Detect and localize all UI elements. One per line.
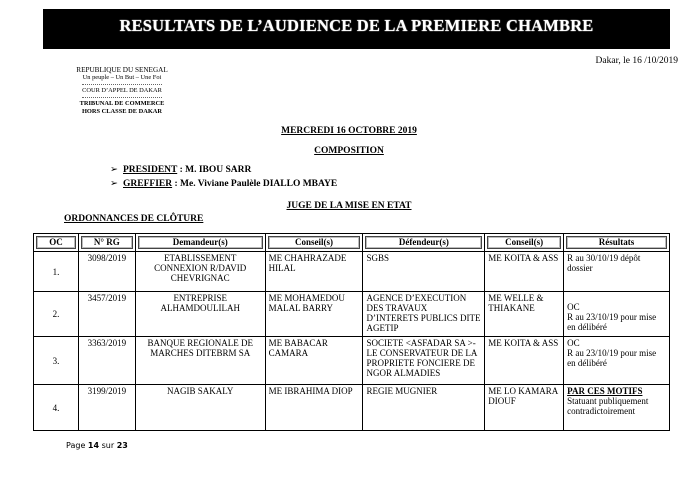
demandeur-cell: ETABLISSEMENT CONNEXION R/DAVID CHEVRIGNAC: [135, 252, 265, 292]
conseil-demandeur-cell: ME CHAHRAZADE HILAL: [265, 252, 363, 292]
demandeur-cell: BANQUE REGIONALE DE MARCHES DITEBRM SA: [135, 337, 265, 385]
table-row: [34, 252, 670, 292]
resultat-line: Statuant publiquement contradictoirement: [567, 396, 649, 416]
conseil-defendeur-cell: ME LO KAMARA DIOUF: [485, 385, 564, 431]
results-table: [33, 233, 670, 431]
conseil-demandeur-cell: ME IBRAHIMA DIOP: [265, 385, 363, 431]
subsection-title: ORDONNANCES DE CLÔTURE: [64, 214, 204, 224]
conseil-demandeur-cell: ME BABACAR CAMARA: [265, 337, 363, 385]
president-value: : M. IBOU SARR: [177, 165, 252, 175]
demandeur-cell: ENTREPRISE ALHAMDOULILAH: [135, 292, 265, 337]
issuing-organization: [62, 66, 182, 116]
column-header: Défendeur(s): [363, 234, 485, 252]
conseil-demandeur-cell: ME MOHAMEDOU MALAL BARRY: [265, 292, 363, 337]
resultat-heading: PAR CES MOTIFS: [567, 386, 643, 396]
oc-cell: 3.: [34, 337, 79, 385]
tribunal-name-line1: TRIBUNAL DE COMMERCE: [79, 100, 165, 107]
table-row: [34, 337, 670, 385]
arrow-bullet-icon: ➢: [110, 165, 118, 175]
page-banner: RESULTATS DE L’AUDIENCE DE LA PREMIERE CHAMBRE: [43, 9, 670, 49]
document-date: Dakar, le 16 /10/2019: [595, 56, 678, 66]
president-label: PRESIDENT: [123, 165, 178, 175]
conseil-defendeur-cell: ME KOITA & ASS: [485, 337, 564, 385]
column-header: Conseil(s): [265, 234, 363, 252]
resultat-line: R au 23/10/19 pour mise en délibéré: [567, 312, 657, 332]
page-label: Page: [66, 441, 88, 450]
page-footer: [66, 441, 128, 450]
hearing-date: MERCREDI 16 OCTOBRE 2019: [281, 126, 417, 136]
resultat-status: OC: [567, 302, 580, 312]
national-motto: Un peuple – Un But – Une Foi: [82, 74, 162, 81]
defendeur-cell: REGIE MUGNIER: [363, 385, 485, 431]
table-header-row: [34, 234, 670, 252]
page-number: 14: [87, 441, 100, 450]
table-row: [34, 385, 670, 431]
president-line: [110, 164, 251, 175]
composition-title: COMPOSITION: [314, 146, 384, 156]
rg-cell: 3098/2019: [78, 252, 135, 292]
column-header: N° RG: [78, 234, 135, 252]
column-header: Résultats: [564, 234, 670, 252]
resultat-cell: [564, 252, 670, 292]
oc-cell: 1.: [34, 252, 79, 292]
resultat-line: R au 23/10/19 pour mise en délibéré: [567, 348, 657, 368]
column-header: Conseil(s): [485, 234, 564, 252]
rg-cell: 3199/2019: [78, 385, 135, 431]
column-header: OC: [34, 234, 79, 252]
resultat-status: OC: [567, 338, 580, 348]
greffier-label: GREFFIER: [123, 179, 173, 189]
resultat-cell: [564, 292, 670, 337]
greffier-value: : Me. Viviane Paulèle DIALLO MBAYE: [172, 179, 338, 189]
separator: [82, 97, 162, 98]
separator: [82, 84, 162, 85]
rg-cell: 3457/2019: [78, 292, 135, 337]
court-name: COUR D’APPEL DE DAKAR: [82, 87, 162, 94]
resultat-line: R au 30/10/19 dépôt dossier: [567, 253, 641, 273]
resultat-cell: [564, 385, 670, 431]
oc-cell: 4.: [34, 385, 79, 431]
country-name: REPUBLIQUE DU SENEGAL: [76, 66, 168, 74]
oc-cell: 2.: [34, 292, 79, 337]
greffier-line: [110, 178, 337, 189]
tribunal-name-line2: HORS CLASSE DE DAKAR: [81, 108, 163, 115]
arrow-bullet-icon: ➢: [110, 179, 118, 189]
resultat-cell: [564, 337, 670, 385]
column-header: Demandeur(s): [135, 234, 265, 252]
section-title: JUGE DE LA MISE EN ETAT: [286, 201, 412, 211]
defendeur-cell: SOCIETE <ASFADAR SA >- LE CONSERVATEUR DE LA PROPRIETE FONCIERE DE NGOR ALMADIES: [363, 337, 485, 385]
table-row: [34, 292, 670, 337]
conseil-defendeur-cell: ME WELLE & THIAKANE: [485, 292, 564, 337]
page-total: 23: [116, 441, 128, 450]
demandeur-cell: NAGIB SAKALY: [135, 385, 265, 431]
defendeur-cell: SGBS: [363, 252, 485, 292]
defendeur-cell: AGENCE D’EXECUTION DES TRAVAUX D’INTERETS PUBLICS DITE AGETIP: [363, 292, 485, 337]
page-of-label: sur: [99, 441, 117, 450]
rg-cell: 3363/2019: [78, 337, 135, 385]
conseil-defendeur-cell: ME KOITA & ASS: [485, 252, 564, 292]
